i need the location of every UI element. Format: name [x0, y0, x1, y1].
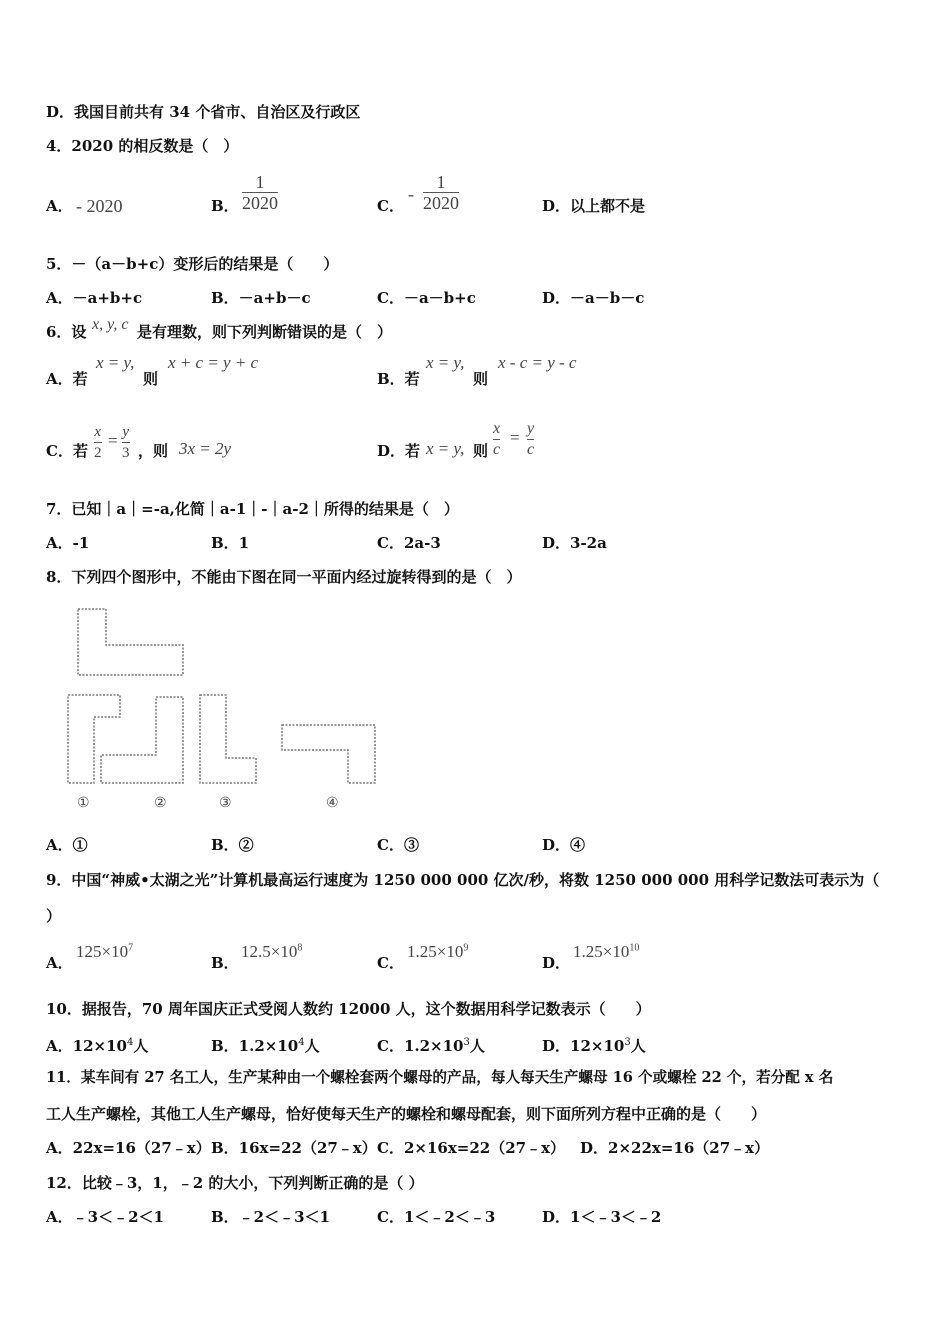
q9-stem-line2: ）	[46, 907, 62, 925]
figure-2-shape	[101, 697, 183, 783]
q5-option-b: B．－a+b－c	[211, 289, 311, 307]
figure-4-label: ④	[326, 796, 339, 811]
q6-a-condition: x = y,	[96, 353, 135, 372]
figure-2-label: ②	[154, 796, 167, 811]
q6-option-a-label: A．若	[46, 370, 88, 388]
q7-option-a: A．-1	[46, 534, 90, 552]
q6-d-num1: x	[493, 420, 501, 437]
q10-a-unit: 人	[133, 1037, 149, 1055]
q4-option-d: D．以上都不是	[542, 197, 646, 215]
q6-c-num2: y	[122, 424, 130, 440]
q6-d-den2: c	[527, 441, 535, 458]
q6-c-den1: 2	[94, 445, 102, 461]
q10-option-c	[377, 1033, 485, 1056]
q9-c-base: 1.25×10	[407, 942, 464, 961]
q9-option-d-value	[573, 942, 639, 962]
q4-option-a-label: A．	[46, 197, 73, 215]
q9-c-exponent: 9	[463, 942, 469, 954]
q6-stem-suffix: 是有理数，则下列判断错误的是（ ）	[137, 323, 393, 341]
q8-option-d: D．④	[542, 836, 586, 854]
q11-option-b: B．16x=22（27﹣x）	[211, 1139, 377, 1157]
figure-4-shape	[282, 725, 375, 783]
q4-option-b-fraction	[242, 172, 278, 213]
q4-stem: 4．2020 的相反数是（ ）	[46, 137, 239, 155]
q6-b-result: x - c = y - c	[498, 353, 577, 372]
q9-stem-line1: 9．中国“神威•太湖之光”计算机最高运行速度为 1250 000 000 亿次/秒，将数 1250 000 000 用科学记数法可表示为（	[46, 871, 880, 889]
q4-c-sign: -	[408, 184, 414, 204]
q9-option-a-value	[76, 942, 133, 962]
q6-c-den2: 3	[122, 445, 130, 461]
q10-b-exponent: 4	[298, 1037, 305, 1048]
q6-c-fraction-1	[94, 422, 102, 463]
q11-option-a: A．22x=16（27﹣x）	[46, 1139, 211, 1157]
q6-stem-vars: x, y, c	[92, 316, 129, 333]
q6-option-b-label: B．若	[377, 370, 420, 388]
q4-b-numerator: 1	[255, 172, 265, 192]
q6-b-condition: x = y,	[426, 353, 465, 372]
q4-c-denominator: 2020	[423, 193, 459, 213]
q6-c-fraction-2	[122, 422, 130, 463]
q10-c-exponent: 3	[463, 1037, 470, 1048]
q12-option-b: B．﹣2＜﹣3＜1	[211, 1208, 330, 1226]
q8-option-b: B．②	[211, 836, 254, 854]
q12-stem: 12．比较﹣3，1，﹣2 的大小，下列判断正确的是（ ）	[46, 1174, 424, 1192]
q5-option-a: A．－a+b+c	[46, 289, 143, 307]
q6-b-then: 则	[473, 370, 489, 388]
q6-d-num2: y	[527, 420, 535, 437]
q4-c-numerator: 1	[436, 172, 446, 192]
q6-c-then: ，则	[138, 442, 169, 460]
q6-d-then: 则	[473, 442, 489, 460]
q10-option-b	[211, 1033, 320, 1056]
q10-a-base: A．12×10	[46, 1037, 127, 1055]
q8-option-c: C．③	[377, 836, 419, 854]
figure-1-shape	[68, 695, 120, 783]
q4-option-b-label: B．	[211, 197, 239, 215]
q12-option-a: A．﹣3＜﹣2＜1	[46, 1208, 164, 1226]
q10-b-base: B．1.2×10	[211, 1037, 299, 1055]
q9-a-base: 125×10	[76, 942, 129, 961]
q9-a-exponent: 7	[128, 942, 134, 954]
q6-a-then: 则	[143, 370, 159, 388]
q4-option-c-fraction	[423, 172, 459, 213]
q9-option-b-value	[241, 942, 302, 962]
q9-option-d-label: D．	[542, 954, 571, 972]
q4-b-denominator: 2020	[242, 193, 278, 213]
q11-stem-line2: 工人生产螺栓，其他工人生产螺母，恰好使每天生产的螺栓和螺母配套，则下面所列方程中正确的是（ ）	[46, 1105, 767, 1123]
q9-option-b-label: B．	[211, 954, 239, 972]
q6-c-equals: =	[108, 431, 118, 450]
q6-a-result: x + c = y + c	[168, 353, 259, 372]
q6-d-fraction-1	[493, 419, 500, 460]
q10-c-unit: 人	[469, 1037, 485, 1055]
q6-c-result: 3x = 2y	[179, 439, 232, 458]
q9-b-base: 12.5×10	[241, 942, 298, 961]
q8-stem: 8．下列四个图形中，不能由下图在同一平面内经过旋转得到的是（ ）	[46, 568, 522, 586]
q8-option-a: A．①	[46, 836, 88, 854]
q11-stem-line1: 11．某车间有 27 名工人，生产某种由一个螺栓套两个螺母的产品，每人每天生产螺母 16 个或螺栓 22 个，若分配 x 名	[46, 1069, 834, 1086]
q6-d-equals: =	[510, 428, 520, 447]
figure-3-label: ③	[219, 796, 232, 811]
q9-d-base: 1.25×10	[573, 942, 630, 961]
q10-d-exponent: 3	[624, 1037, 631, 1048]
q4-option-a-value: - 2020	[76, 196, 123, 216]
q10-a-exponent: 4	[126, 1037, 134, 1048]
q7-option-b: B．1	[211, 534, 250, 552]
q10-option-d	[542, 1033, 646, 1056]
q6-d-fraction-2	[527, 419, 534, 460]
q12-option-c: C．1＜﹣2＜﹣3	[377, 1208, 496, 1226]
q5-option-c: C．－a－b+c	[377, 289, 476, 307]
q6-option-d-label: D．若	[377, 442, 421, 460]
q5-option-d: D．－a－b－c	[542, 289, 645, 307]
q9-b-exponent: 8	[297, 942, 303, 954]
reference-l-shape	[78, 609, 183, 675]
q10-d-unit: 人	[630, 1037, 646, 1055]
q6-c-num1: x	[94, 424, 102, 440]
q7-stem: 7．已知｜a｜=-a,化简｜a-1｜-｜a-2｜所得的结果是（ ）	[46, 500, 459, 518]
q4-option-c-label: C．	[377, 197, 404, 215]
q6-d-condition: x = y,	[426, 439, 465, 458]
q9-option-c-value	[407, 942, 468, 962]
q6-d-den1: c	[493, 441, 501, 458]
q10-stem: 10．据报告，70 周年国庆正式受阅人数约 12000 人，这个数据用科学记数表示（ ）	[46, 1000, 651, 1018]
q3-option-d: D．我国目前共有 34 个省市、自治区及行政区	[46, 103, 361, 121]
q9-option-c-label: C．	[377, 954, 404, 972]
q11-option-c: C．2×16x=22（27﹣x）	[377, 1139, 566, 1157]
q5-stem: 5．－（a－b+c）变形后的结果是（ ）	[46, 255, 339, 273]
q7-option-c: C．2a-3	[377, 534, 441, 552]
q10-option-a	[46, 1033, 148, 1056]
q7-option-d: D．3-2a	[542, 534, 607, 552]
figure-1-label: ①	[77, 796, 90, 811]
q10-b-unit: 人	[304, 1037, 320, 1055]
q12-option-d: D．1＜﹣3＜﹣2	[542, 1208, 662, 1226]
q10-c-base: C．1.2×10	[377, 1037, 464, 1055]
q8-figure	[60, 605, 390, 820]
q11-option-d: D．2×22x=16（27﹣x）	[580, 1139, 770, 1157]
figure-3-shape	[200, 695, 256, 783]
q6-option-c-label: C．若	[46, 442, 88, 460]
q9-option-a-label: A．	[46, 954, 73, 972]
q9-d-exponent: 10	[629, 942, 640, 954]
q10-d-base: D．12×10	[542, 1037, 625, 1055]
q6-stem-prefix: 6．设	[46, 323, 87, 341]
